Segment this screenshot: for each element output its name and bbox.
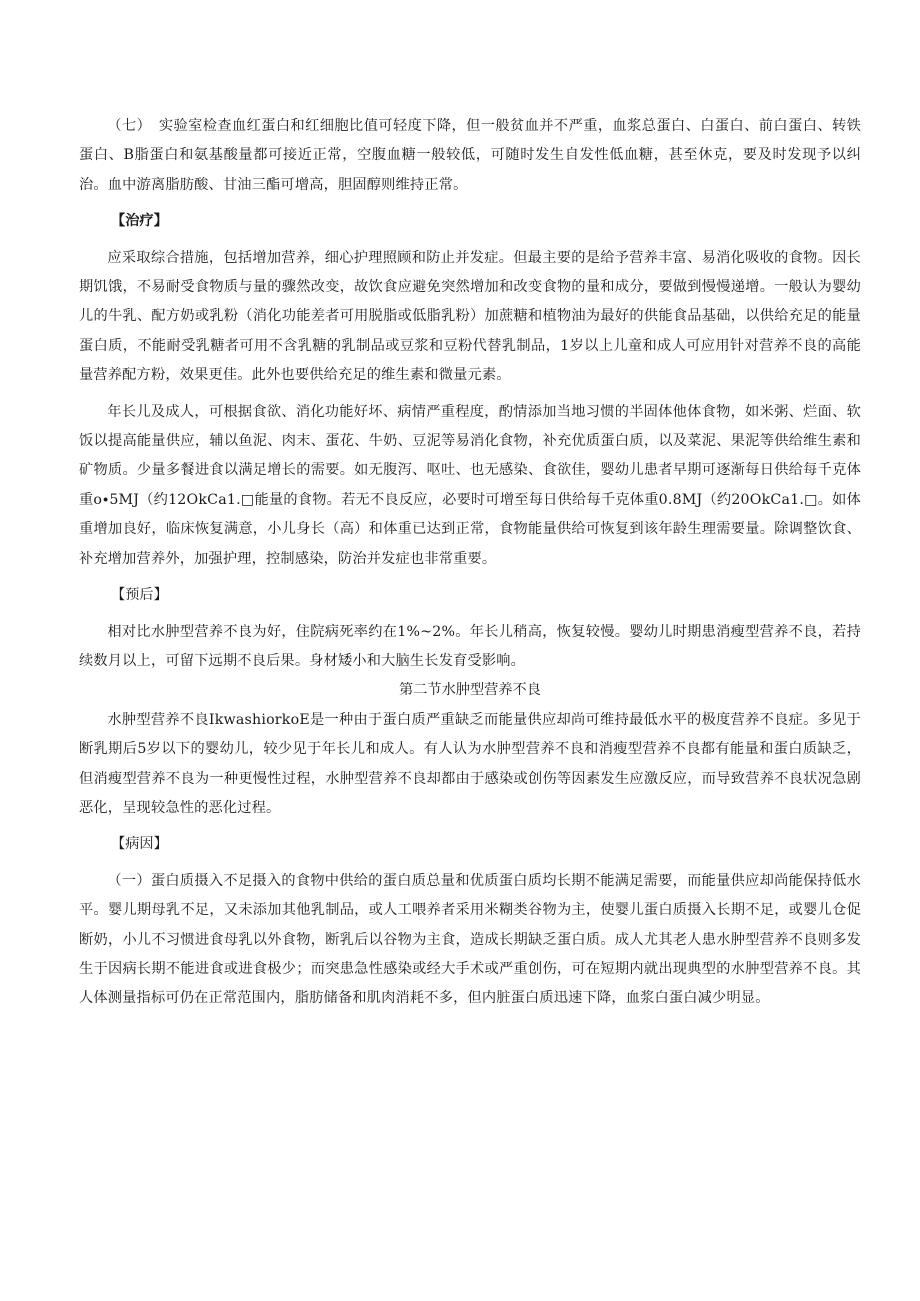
paragraph-treatment-2: 年长儿及成人，可根据食欲、消化功能好坏、病情严重程度，酌情添加当地习惯的半固体他体食物，如米粥、烂面、软饭以提高能量供应，辅以鱼泥、肉末、蛋花、牛奶、豆泥等易消化食物，补充优质蛋白质，以及菜泥、果泥等供给维生素和矿物质。少量多餐进食以满足增长的需要。如无腹泻、呕吐、也无感染、食欲佳，婴幼儿患者早期可逐渐每日供给每千克体重o∙5MJ（约12OkCa1.□能量的食物。若无不良反应，必要时可增至每日供给每千克体重0.8MJ（约20OkCa1.□。如体重增加良好，临床恢复满意，小儿身长（高）和体重已达到正常，食物能量供给可恢复到该年龄生理需要量。除调整饮食、补充增加营养外，加强护理，控制感染，防治并发症也非常重要。 bbox=[79, 403, 861, 567]
document-page bbox=[79, 112, 861, 1014]
paragraph-treatment-1: 应采取综合措施，包括增加营养，细心护理照顾和防止并发症。但最主要的是给予营养丰富、易消化吸收的食物。因长期饥饿，不易耐受食物质与量的骤然改变，故饮食应避免突然增加和改变食物的量和成分，要做到慢慢递增。一般认为婴幼儿的牛乳、配方奶或乳粉（消化功能差者可用脱脂或低脂乳粉）加蔗糖和植物油为最好的供能食品基础，以供给充足的能量蛋白质，不能耐受乳糖者可用不含乳糖的乳制品或豆浆和豆粉代替乳制品，1岁以上儿童和成人可应用针对营养不良的高能量营养配方粉，效果更佳。此外也要供给充足的维生素和微量元素。 bbox=[79, 249, 861, 384]
paragraph-lab-findings: （七） 实验室检查血红蛋白和红细胞比值可轻度下降，但一般贫血并不严重，血浆总蛋白、白蛋白、前白蛋白、转铁蛋白、B脂蛋白和氨基酸量都可接近正常，空腹血糖一般较低，可随时发生自发性低血糖，甚至休克，要及时发现予以纠治。血中游离脂肪酸、甘油三酯可增高，胆固醇则维持正常。 bbox=[79, 118, 861, 193]
paragraph-etiology-1: （一）蛋白质摄入不足摄入的食物中供给的蛋白质总量和优质蛋白质均长期不能满足需要，而能量供应却尚能保持低水平。婴儿期母乳不足，又未添加其他乳制品，或人工喂养者采用米糊类谷物为主，使婴儿蛋白质摄入长期不足，或婴儿仓促断奶，小儿不习惯进食母乳以外食物，断乳后以谷物为主食，造成长期缺乏蛋白质。成人尤其老人患水肿型营养不良则多发生于因病长期不能进食或进食极少；而突患急性感染或经大手术或严重创伤，可在短期内就出现典型的水肿型营养不良。其人体测量指标可仍在正常范围内，脂肪储备和肌肉消耗不多，但内脏蛋白质迅速下降，血浆白蛋白减少明显。 bbox=[79, 872, 861, 1007]
paragraph-kwashiorkor-intro: 水肿型营养不良IkwashiorkoE是一种由于蛋白质严重缺乏而能量供应却尚可维持最低水平的极度营养不良症。多见于断乳期后5岁以下的婴幼儿，较少见于年长儿和成人。有人认为水肿型营养不良和消瘦型营养不良都有能量和蛋白质缺乏，但消瘦型营养不良为一种更慢性过程，水肿型营养不良却都由于感染或创伤等因素发生应激反应，而导致营养不良状况急剧恶化，呈现较急性的恶化过程。 bbox=[79, 711, 861, 816]
heading-prognosis: 【预后】 bbox=[111, 587, 168, 604]
paragraph-prognosis: 相对比水肿型营养不良为好，住院病死率约在1%~2%。年长儿稍高，恢复较慢。婴幼儿时期患消瘦型营养不良，若持续数月以上，可留下远期不良后果。身材矮小和大脑生长发育受影响。 bbox=[79, 623, 861, 669]
heading-treatment: 【治疗】 bbox=[111, 213, 168, 230]
section-title: 第二节水肿型营养不良 bbox=[399, 682, 541, 699]
heading-etiology: 【病因】 bbox=[111, 836, 168, 853]
